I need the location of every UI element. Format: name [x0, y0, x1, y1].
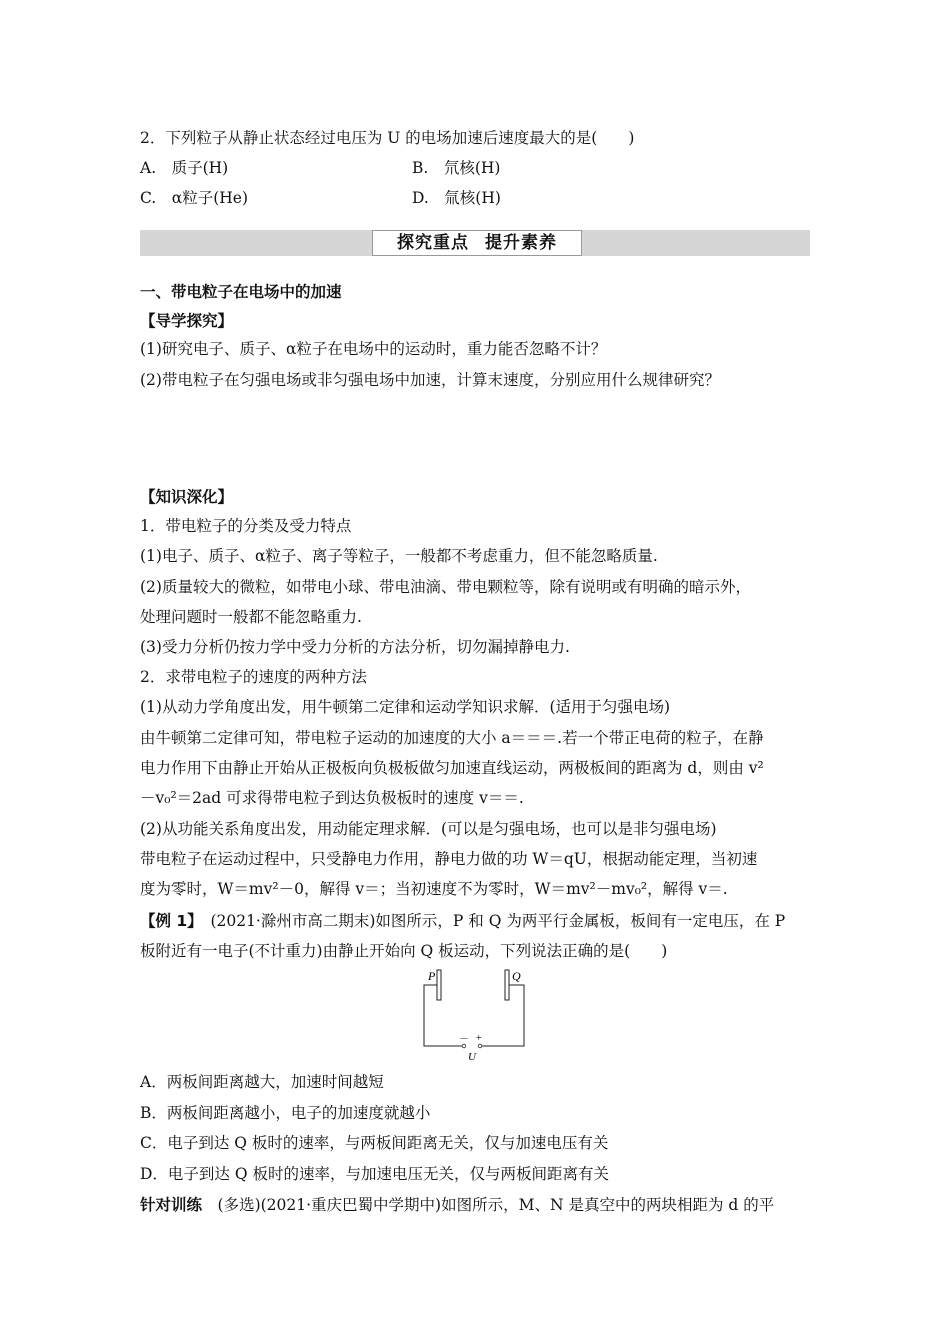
banner-left-text: 探究重点 [397, 233, 469, 253]
knowledge-heading: 【知识深化】 [140, 488, 234, 506]
example-1-line-1 [140, 911, 812, 931]
method-1-line-b: 电力作用下由静止开始从正极板向负极板做匀加速直线运动，两极板间的距离为 d，则由 v² [140, 759, 764, 777]
capacitor-circuit-figure [420, 968, 532, 1064]
knowledge-h2: 2．求带电粒子的速度的两种方法 [140, 668, 367, 686]
example-1-option-b: B．两板间距离越小，电子的加速度就越小 [140, 1104, 431, 1122]
banner-title [372, 230, 582, 256]
plate-q [505, 970, 509, 1000]
training-line [140, 1195, 812, 1215]
example-1-line-2: 板附近有一电子(不计重力)由静止开始向 Q 板运动，下列说法正确的是( ) [140, 942, 668, 960]
method-2: (2)从功能关系角度出发，用动能定理求解．(可以是匀强电场，也可以是非匀强电场) [140, 820, 717, 838]
q2-option-d: D. 氚核(H) [412, 189, 501, 207]
example-1-label: 【例 1】 [140, 912, 195, 930]
plate-p [437, 970, 441, 1000]
knowledge-p2a: (2)质量较大的微粒，如带电小球、带电油滴、带电颗粒等，除有说明或有明确的暗示外， [140, 578, 751, 596]
knowledge-p2b: 处理问题时一般都不能忽略重力. [140, 608, 362, 626]
wire-right [482, 985, 524, 1046]
q2-option-c: C. α粒子(He) [140, 189, 248, 207]
guide-heading: 【导学探究】 [140, 312, 234, 330]
knowledge-p1: (1)电子、质子、α粒子、离子等粒子，一般都不考虑重力，但不能忽略质量. [140, 547, 658, 565]
training-label: 针对训练 [140, 1196, 203, 1214]
guide-question-2: (2)带电粒子在匀强电场或非匀强电场中加速，计算末速度，分别应用什么规律研究？ [140, 371, 720, 389]
guide-question-1: (1)研究电子、质子、α粒子在电场中的运动时，重力能否忽略不计？ [140, 340, 607, 358]
section-banner [140, 230, 810, 256]
question-2-stem: 2．下列粒子从静止状态经过电压为 U 的电场加速后速度最大的是( ) [140, 129, 635, 147]
method-2-line-b: 度为零时，W＝mv²－0，解得 v＝；当初速度不为零时，W＝mv²－mv₀²，解得 v＝. [140, 880, 728, 898]
plus-sign: + [476, 1033, 482, 1044]
training-text: (多选)(2021·重庆巴蜀中学期中)如图所示，M、N 是真空中的两块相距为 d 的平 [202, 1196, 775, 1214]
plate-p-label: P [428, 969, 436, 983]
banner-right-text: 提升素养 [485, 233, 557, 253]
method-1: (1)从动力学角度出发，用牛顿第二定律和运动学知识求解．(适用于匀强电场) [140, 698, 671, 716]
knowledge-p3: (3)受力分析仍按力学中受力分析的方法分析，切勿漏掉静电力. [140, 638, 570, 656]
q2-option-a: A. 质子(H) [140, 159, 229, 177]
method-1-line-a: 由牛顿第二定律可知，带电粒子运动的加速度的大小 a＝＝＝.若一个带正电荷的粒子，在静 [140, 729, 764, 747]
example-1-text-1: (2021·滁州市高二期末)如图所示，P 和 Q 为两平行金属板，板间有一定电压，在 P [194, 912, 786, 930]
knowledge-h1: 1．带电粒子的分类及受力特点 [140, 517, 352, 535]
q2-option-b: B. 氘核(H) [412, 159, 501, 177]
example-1-option-d: D．电子到达 Q 板时的速率，与加速电压无关，仅与两板间距离有关 [140, 1165, 609, 1183]
wire-left [424, 985, 462, 1046]
example-1-option-a: A．两板间距离越大，加速时间越短 [140, 1073, 384, 1091]
terminal-positive [478, 1044, 482, 1048]
minus-sign: － [459, 1034, 469, 1045]
method-2-line-a: 带电粒子在运动过程中，只受静电力作用，静电力做的功 W＝qU，根据动能定理，当初速 [140, 850, 758, 868]
section-title: 一、带电粒子在电场中的加速 [140, 283, 342, 301]
plate-q-label: Q [512, 969, 521, 983]
voltage-label: U [468, 1051, 476, 1063]
method-1-line-c: －v₀²＝2ad 可求得带电粒子到达负极板时的速度 v＝＝. [140, 789, 524, 807]
example-1-option-c: C．电子到达 Q 板时的速率，与两板间距离无关，仅与加速电压有关 [140, 1134, 609, 1152]
